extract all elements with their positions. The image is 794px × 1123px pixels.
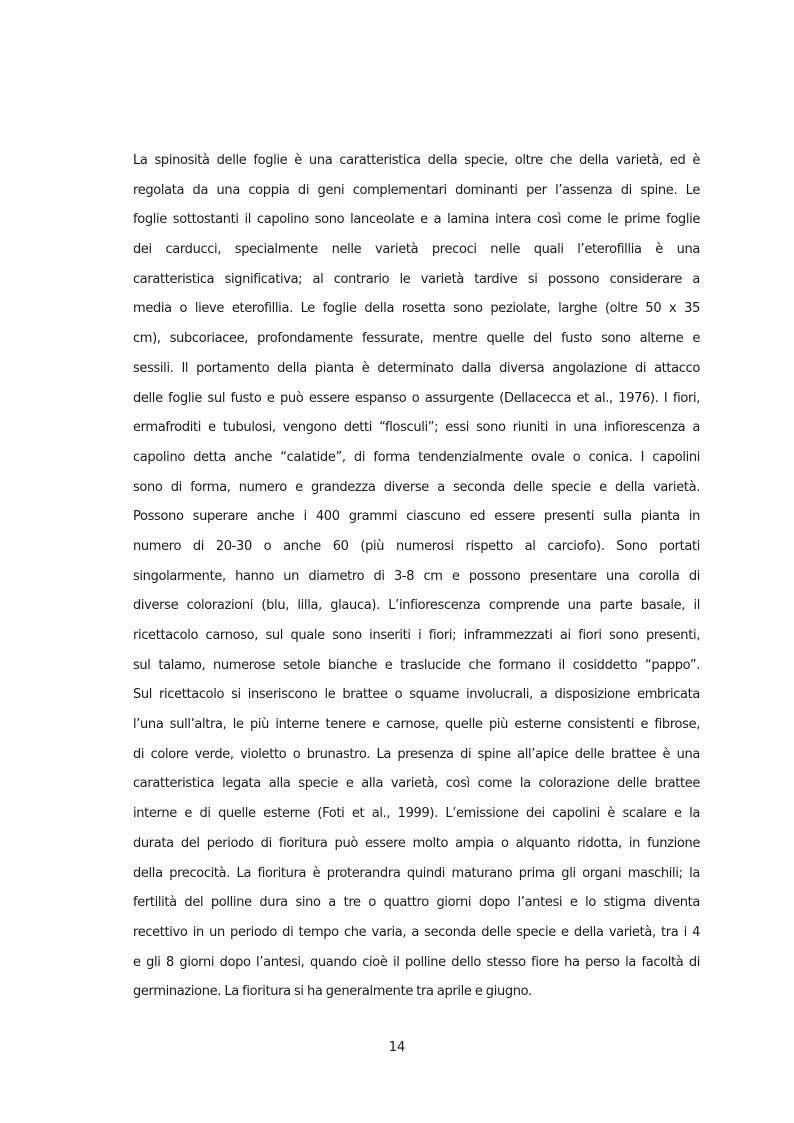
paragraph-line: numero di 20-30 o anche 60 (più numerosi rispetto al carciofo). Sono portati: [133, 538, 700, 554]
paragraph-line: media o lieve eterofillia. Le foglie della rosetta sono peziolate, larghe (oltre 50 x 35: [133, 301, 700, 317]
paragraph-line: singolarmente, hanno un diametro di 3-8 cm e possono presentare una corolla di: [133, 568, 700, 584]
paragraph-line: ermafroditi e tubulosi, vengono detti “flosculi”; essi sono riuniti in una infiorescenza a: [133, 420, 700, 436]
page-number: 14: [388, 1040, 406, 1055]
paragraph-line: ricettacolo carnoso, sul quale sono inseriti i fiori; inframmezzati ai fiori sono presenti,: [133, 628, 700, 643]
paragraph-line: durata del periodo di fioritura può essere molto ampia o alquanto ridotta, in funzione: [133, 835, 700, 851]
paragraph-line: regolata da una coppia di geni complementari dominanti per l’assenza di spine. Le: [133, 182, 700, 198]
paragraph-line: caratteristica significativa; al contrario le varietà tardive si possono considerare a: [133, 271, 700, 287]
paragraph-line: fertilità del polline dura sino a tre o quattro giorni dopo l’antesi e lo stigma diventa: [133, 895, 700, 911]
paragraph-line-last: germinazione. La fioritura si ha generalmente tra aprile e giugno.: [133, 984, 532, 1000]
paragraph-line: dei carducci, specialmente nelle varietà precoci nelle quali l’eterofillia è una: [133, 242, 700, 258]
paragraph-line: e gli 8 giorni dopo l’antesi, quando cioè il polline dello stesso fiore ha perso la facoltà di: [133, 954, 700, 970]
paragraph-line: sessili. Il portamento della pianta è determinato dalla diversa angolazione di attacco: [133, 360, 700, 376]
paragraph-line: Sul ricettacolo si inseriscono le brattee o squame involucrali, a disposizione embricata: [133, 687, 700, 703]
paragraph-line: l’una sull’altra, le più interne tenere e carnose, quelle più esterne consistenti e fibrose,: [133, 717, 700, 733]
paragraph-line: caratteristica legata alla specie e alla varietà, così come la colorazione delle brattee: [133, 776, 700, 792]
paragraph-line: sul talamo, numerose setole bianche e traslucide che formano il cosiddetto “pappo”.: [133, 657, 700, 673]
paragraph-line: delle foglie sul fusto e può essere espanso o assurgente (Dellacecca et al., 1976). I fiori,: [133, 390, 700, 406]
paragraph-line: cm), subcoriacee, profondamente fessurate, mentre quelle del fusto sono alterne e: [133, 331, 700, 347]
paragraph-line: La spinosità delle foglie è una caratteristica della specie, oltre che della varietà, ed è: [133, 153, 700, 168]
paragraph-line: di colore verde, violetto o brunastro. La presenza di spine all’apice delle brattee è una: [133, 746, 700, 762]
paragraph-line: interne e di quelle esterne (Foti et al., 1999). L’emissione dei capolini è scalare e la: [133, 806, 700, 822]
body-paragraph: [133, 146, 700, 1007]
paragraph-line: foglie sottostanti il capolino sono lanceolate e a lamina intera così come le prime foglie: [133, 212, 700, 228]
paragraph-line: capolino detta anche “calatide”, di forma tendenzialmente ovale o conica. I capolini: [133, 449, 700, 465]
paragraph-line: diverse colorazioni (blu, lilla, glauca). L’infiorescenza comprende una parte basale, il: [133, 598, 700, 614]
paragraph-line: recettivo in un periodo di tempo che varia, a seconda delle specie e della varietà, tra i 4: [133, 924, 700, 940]
paragraph-line: Possono superare anche i 400 grammi ciascuno ed essere presenti sulla pianta in: [133, 509, 700, 525]
paragraph-line: della precocità. La fioritura è proterandra quindi maturano prima gli organi maschili; la: [133, 865, 700, 881]
paragraph-line: sono di forma, numero e grandezza diverse a seconda delle specie e della varietà.: [133, 479, 700, 495]
